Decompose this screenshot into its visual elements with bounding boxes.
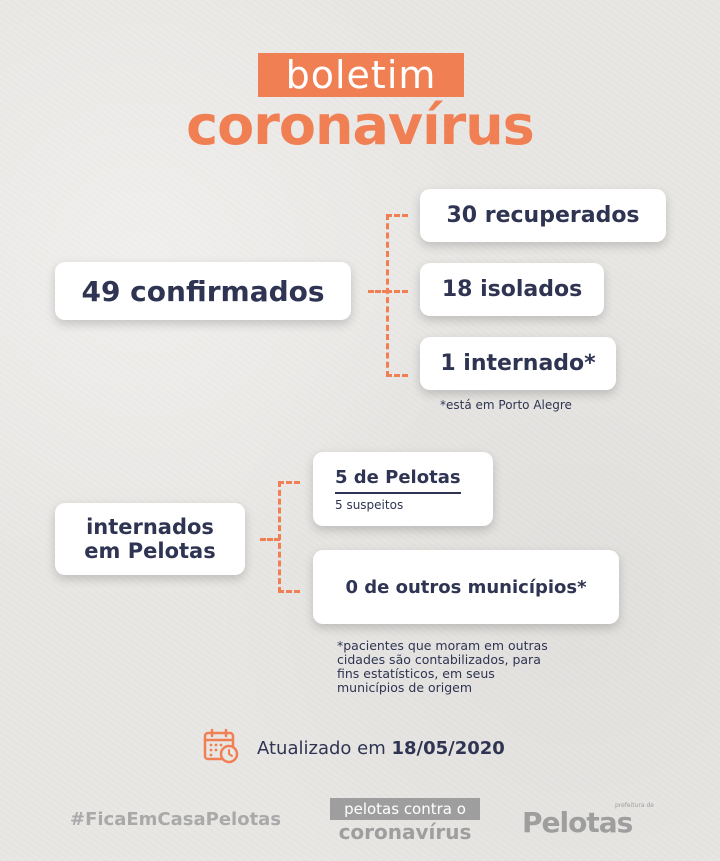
campaign-bottom: coronavírus — [338, 820, 472, 844]
from-pelotas-label: 5 de Pelotas — [335, 467, 461, 494]
patients-note-line: *pacientes que moram em outras — [337, 638, 548, 653]
isolated-label: 18 isolados — [441, 277, 583, 302]
connector-internado — [386, 374, 408, 377]
patients-note-line: municípios de origem — [337, 680, 473, 695]
updated-row — [203, 730, 505, 766]
hospitalized-note: *está em Porto Alegre — [440, 398, 572, 412]
connector-confirmados — [368, 290, 388, 293]
isolated-card — [420, 263, 604, 316]
hospitalized-pelotas-line1: internados — [86, 514, 214, 539]
connector-vertical-bottom — [278, 481, 281, 593]
hospitalized-pelotas-line2: em Pelotas — [84, 539, 216, 563]
confirmed-label: 49 confirmados — [81, 274, 325, 308]
connector-recuperados — [386, 214, 408, 217]
updated-text — [257, 738, 505, 759]
confirmed-card — [55, 262, 351, 320]
recovered-card — [420, 189, 666, 242]
recovered-label: 30 recuperados — [446, 203, 640, 228]
pelotas-logo — [522, 802, 662, 838]
connector-vertical-top — [386, 214, 389, 377]
patients-note — [337, 639, 597, 695]
title-top: boletim — [285, 53, 437, 97]
hospitalized-pelotas-card — [55, 503, 245, 575]
title-main: coronavírus — [186, 94, 534, 157]
suspects-label: 5 suspeitos — [335, 497, 404, 512]
connector-pelotas — [278, 481, 300, 484]
updated-prefix: Atualizado em — [257, 737, 386, 759]
from-other-card — [313, 550, 619, 624]
connector-outros — [278, 590, 300, 593]
from-other-label: 0 de outros municípios* — [345, 576, 587, 598]
calendar-clock-icon — [203, 728, 239, 768]
hashtag: #FicaEmCasaPelotas — [70, 809, 282, 830]
connector-internados-pelotas — [260, 538, 280, 541]
patients-note-line: cidades são contabilizados, para — [337, 652, 541, 667]
campaign-top: pelotas contra o — [330, 798, 480, 820]
logo-prefix: prefeitura de — [614, 802, 654, 809]
logo-name: Pelotas — [522, 806, 633, 839]
from-pelotas-card — [313, 452, 493, 526]
hospitalized-label: 1 internado* — [440, 351, 596, 376]
patients-note-line: fins estatísticos, em seus — [337, 666, 495, 681]
updated-date: 18/05/2020 — [391, 737, 505, 759]
hospitalized-card — [420, 337, 616, 390]
campaign-logo — [330, 798, 480, 844]
connector-isolados — [386, 290, 408, 293]
title-badge — [258, 53, 464, 97]
